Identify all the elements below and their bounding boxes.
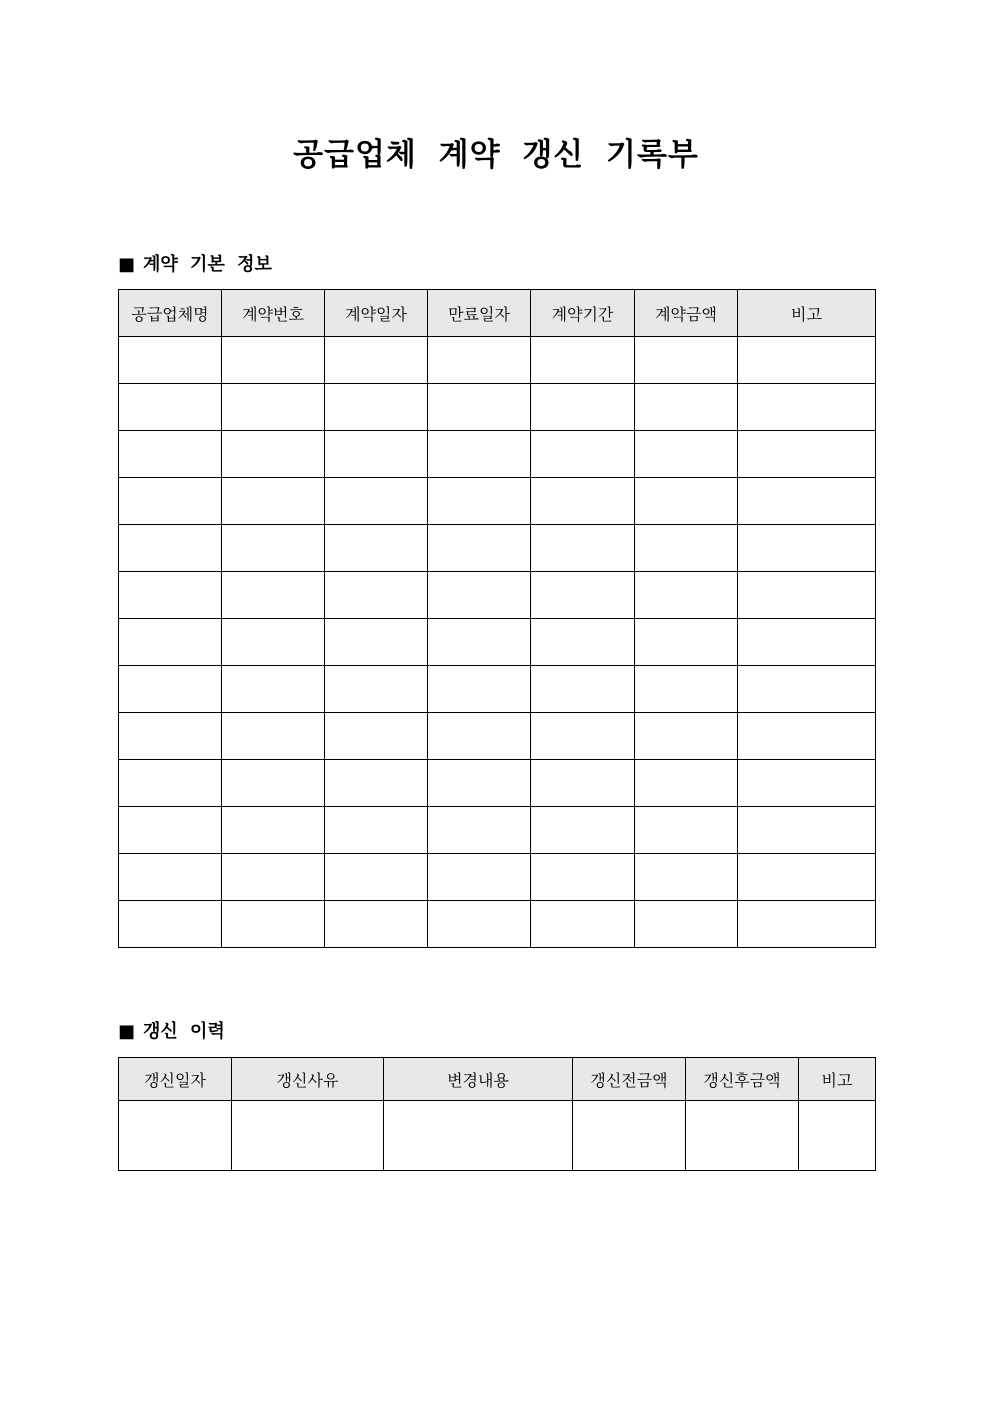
table-cell[interactable] <box>635 431 738 478</box>
table-cell[interactable] <box>222 854 325 901</box>
column-header: 만료일자 <box>428 290 531 337</box>
table-cell[interactable] <box>325 854 428 901</box>
table-row <box>119 572 876 619</box>
table-cell[interactable] <box>428 478 531 525</box>
table-row <box>119 713 876 760</box>
section-heading-label: 갱신 이력 <box>143 1021 225 1042</box>
table-cell[interactable] <box>635 713 738 760</box>
table-cell[interactable] <box>119 525 222 572</box>
document-title: 공급업체 계약 갱신 기록부 <box>293 137 699 173</box>
table-cell[interactable] <box>428 384 531 431</box>
table-cell[interactable] <box>738 901 876 948</box>
table-cell[interactable] <box>635 384 738 431</box>
square-bullet-icon: ■ <box>118 254 136 275</box>
table-cell[interactable] <box>428 619 531 666</box>
table-row <box>119 337 876 384</box>
table-cell[interactable] <box>635 666 738 713</box>
table-cell[interactable] <box>384 1101 573 1171</box>
table-cell[interactable] <box>325 431 428 478</box>
table-cell[interactable] <box>686 1101 799 1171</box>
table-cell[interactable] <box>531 713 635 760</box>
renewal-history-table <box>118 1057 876 1171</box>
table-cell[interactable] <box>428 431 531 478</box>
table-cell[interactable] <box>635 901 738 948</box>
column-header: 비고 <box>738 290 876 337</box>
table-cell[interactable] <box>531 478 635 525</box>
table-cell[interactable] <box>799 1101 876 1171</box>
table-row <box>119 384 876 431</box>
table-cell[interactable] <box>119 713 222 760</box>
contract-basic-info-table <box>118 289 876 948</box>
table-cell[interactable] <box>738 384 876 431</box>
table-row <box>119 901 876 948</box>
table-cell[interactable] <box>738 854 876 901</box>
table-row <box>119 760 876 807</box>
table-cell[interactable] <box>531 572 635 619</box>
table-cell[interactable] <box>119 901 222 948</box>
table-header-row <box>119 1058 876 1101</box>
table-cell[interactable] <box>531 807 635 854</box>
table-cell[interactable] <box>222 760 325 807</box>
table-cell[interactable] <box>428 572 531 619</box>
table-row <box>119 1101 876 1171</box>
table-cell[interactable] <box>222 384 325 431</box>
table-cell[interactable] <box>222 901 325 948</box>
table-cell[interactable] <box>119 478 222 525</box>
table-cell[interactable] <box>531 384 635 431</box>
table-cell[interactable] <box>635 619 738 666</box>
square-bullet-icon: ■ <box>118 1021 136 1042</box>
table-cell[interactable] <box>222 572 325 619</box>
table-cell[interactable] <box>531 760 635 807</box>
table-cell[interactable] <box>325 525 428 572</box>
column-header: 갱신사유 <box>232 1058 384 1101</box>
table-cell[interactable] <box>738 431 876 478</box>
table-cell[interactable] <box>325 666 428 713</box>
table-cell[interactable] <box>738 807 876 854</box>
table-cell[interactable] <box>531 666 635 713</box>
table-row <box>119 478 876 525</box>
section-heading-label: 계약 기본 정보 <box>143 254 272 275</box>
table-cell[interactable] <box>325 619 428 666</box>
table-row <box>119 619 876 666</box>
table-cell[interactable] <box>531 525 635 572</box>
table-cell[interactable] <box>222 619 325 666</box>
table-row <box>119 854 876 901</box>
table-cell[interactable] <box>325 572 428 619</box>
table-cell[interactable] <box>635 337 738 384</box>
table-cell[interactable] <box>119 760 222 807</box>
table-cell[interactable] <box>531 901 635 948</box>
table-cell[interactable] <box>635 807 738 854</box>
table-cell[interactable] <box>738 525 876 572</box>
table-cell[interactable] <box>119 431 222 478</box>
table-cell[interactable] <box>222 337 325 384</box>
table-cell[interactable] <box>635 525 738 572</box>
table-cell[interactable] <box>738 760 876 807</box>
table-cell[interactable] <box>531 337 635 384</box>
table-cell[interactable] <box>428 666 531 713</box>
table-cell[interactable] <box>531 619 635 666</box>
table-cell[interactable] <box>635 478 738 525</box>
table-row <box>119 666 876 713</box>
table-cell[interactable] <box>119 384 222 431</box>
column-header: 갱신일자 <box>119 1058 232 1101</box>
table-cell[interactable] <box>738 478 876 525</box>
table-cell[interactable] <box>325 760 428 807</box>
column-header: 변경내용 <box>384 1058 573 1101</box>
column-header: 갱신후금액 <box>686 1058 799 1101</box>
column-header: 비고 <box>799 1058 876 1101</box>
table-cell[interactable] <box>325 337 428 384</box>
column-header: 계약금액 <box>635 290 738 337</box>
table-cell[interactable] <box>222 478 325 525</box>
table-cell[interactable] <box>428 807 531 854</box>
table-cell[interactable] <box>573 1101 686 1171</box>
table-cell[interactable] <box>325 901 428 948</box>
table-cell[interactable] <box>738 666 876 713</box>
table-cell[interactable] <box>738 619 876 666</box>
table-header-row <box>119 290 876 337</box>
column-header: 계약일자 <box>325 290 428 337</box>
table-cell[interactable] <box>325 384 428 431</box>
table-cell[interactable] <box>119 854 222 901</box>
table-cell[interactable] <box>222 431 325 478</box>
table-cell[interactable] <box>325 807 428 854</box>
table-row <box>119 431 876 478</box>
table-cell[interactable] <box>531 431 635 478</box>
table-cell[interactable] <box>635 760 738 807</box>
table-cell[interactable] <box>119 807 222 854</box>
column-header: 계약기간 <box>531 290 635 337</box>
table-cell[interactable] <box>119 572 222 619</box>
table-cell[interactable] <box>635 572 738 619</box>
table-cell[interactable] <box>738 337 876 384</box>
table-cell[interactable] <box>738 572 876 619</box>
table-cell[interactable] <box>428 525 531 572</box>
table-cell[interactable] <box>428 713 531 760</box>
table-cell[interactable] <box>428 854 531 901</box>
table-cell[interactable] <box>222 525 325 572</box>
column-header: 갱신전금액 <box>573 1058 686 1101</box>
table-cell[interactable] <box>428 337 531 384</box>
table-cell[interactable] <box>119 337 222 384</box>
table-row <box>119 525 876 572</box>
table-row <box>119 807 876 854</box>
table-cell[interactable] <box>222 807 325 854</box>
table-cell[interactable] <box>738 713 876 760</box>
table-cell[interactable] <box>428 901 531 948</box>
table-cell[interactable] <box>119 619 222 666</box>
table-cell[interactable] <box>119 1101 232 1171</box>
table-cell[interactable] <box>119 666 222 713</box>
section-heading-renewal-history <box>118 1020 225 1044</box>
column-header: 계약번호 <box>222 290 325 337</box>
section-heading-basic-info <box>118 253 272 277</box>
table-cell[interactable] <box>635 854 738 901</box>
table-cell[interactable] <box>325 478 428 525</box>
table-cell[interactable] <box>325 713 428 760</box>
table-cell[interactable] <box>232 1101 384 1171</box>
column-header: 공급업체명 <box>119 290 222 337</box>
table-cell[interactable] <box>531 854 635 901</box>
table-cell[interactable] <box>222 666 325 713</box>
table-cell[interactable] <box>428 760 531 807</box>
table-cell[interactable] <box>222 713 325 760</box>
